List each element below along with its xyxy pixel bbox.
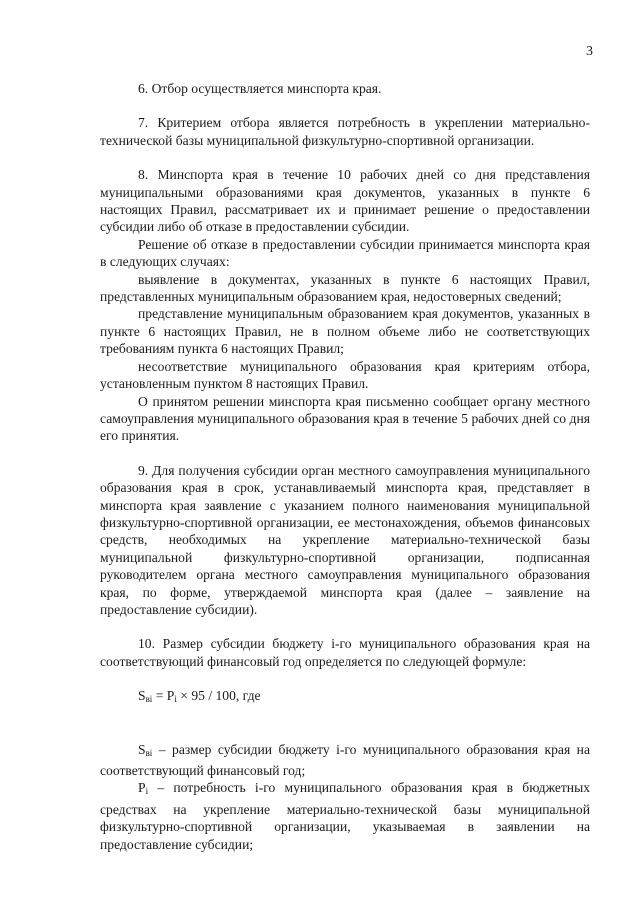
paragraph-8-case-3: несоответствие муниципального образования края критериям отбора, установленным пунктом 8 настоящих Правил.	[100, 358, 590, 392]
paragraph-10: 10. Размер субсидии бюджету i-го муниципального образования края на соответствующий финансовый год определяется по следующей формуле:	[100, 636, 590, 669]
paragraph-8-case-1: выявление в документах, указанных в пункте 6 настоящих Правил, представленных муниципальным образованием края, недостоверных сведений;	[100, 271, 590, 305]
paragraph-8-refusal: Решение об отказе в предоставлении субсидии принимается минспорта края в следующих случаях:	[100, 236, 590, 270]
formula-equals-p: = P	[152, 688, 175, 704]
definition-p-subscript: i	[145, 786, 149, 797]
formula-p-subscript: i	[174, 694, 177, 705]
definition-p-symbol: P	[138, 780, 146, 796]
definition-p	[100, 779, 590, 853]
definition-s-subscript: вi	[145, 747, 153, 758]
page-number: 3	[586, 44, 593, 59]
definition-s-symbol: S	[138, 741, 146, 757]
paragraph-9: 9. Для получения субсидии орган местного самоуправления муниципального образования края в срок, устанавливаемый минспорта края, представляет в минспорта края заявление с указанием полного наименования муниципальной физкультурно-спортивной организации, ее местонахождения, объемов финансовых средств, необходимых на укрепление материально-технической базы муниципальной физкультурно-спортивной организации, подписанная руководителем органа местного самоуправления муниципального образования края, по форме, утверждаемой минспорта края (далее – заявление на предоставление субсидии).	[100, 462, 590, 617]
paragraph-8-notice: О принятом решении минспорта края письменно сообщает органу местного самоуправления муниципального образования края в течение 5 рабочих дней со дня его принятия.	[100, 393, 590, 444]
paragraph-8-case-2: представление муниципальным образованием края документов, указанных в пункте 6 настоящих Правил, не в полном объеме либо не соответствующих требованиям пункта 6 настоящих Правил;	[100, 306, 590, 357]
document-body	[100, 80, 590, 853]
definition-s-text: – размер субсидии бюджету i-го муниципального образования края на соответствующий финансовый год;	[100, 741, 590, 778]
paragraph-7: 7. Критерием отбора является потребность в укреплении материально-технической базы муниципальной физкультурно-спортивной организации.	[100, 115, 590, 148]
formula-rest: × 95 / 100, где	[176, 688, 261, 704]
paragraph-8: 8. Минспорта края в течение 10 рабочих дней со дня представления муниципальными образованиями края документов, указанных в пункте 6 настоящих Правил, рассматривает их и принимает решение о предоставлении субсидии либо об отказе в предоставлении субсидии.	[100, 167, 590, 235]
definition-s	[100, 741, 590, 780]
paragraph-6: 6. Отбор осуществляется минспорта края.	[138, 81, 382, 96]
formula-s: S	[138, 688, 146, 704]
definition-p-text: – потребность i-го муниципального образования края в бюджетных средствах на укрепление материально-технической базы муниципальной физкультурно-спортивной организации, указываемая в заявлении на предоставление субсидии;	[100, 780, 590, 852]
formula-s-subscript: вi	[145, 694, 153, 705]
formula	[100, 687, 590, 708]
